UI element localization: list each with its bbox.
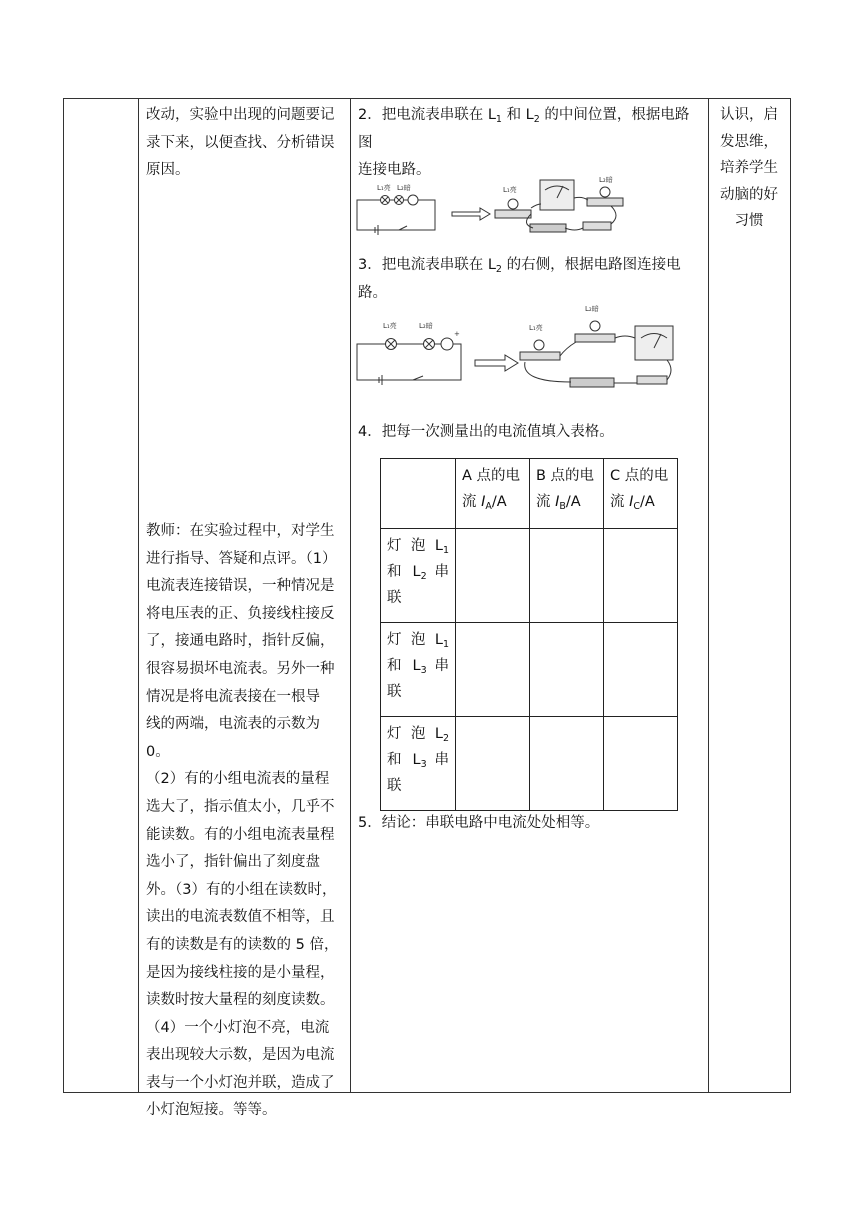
row-label-text: 和 L	[387, 658, 421, 674]
figure-label: L₁亮	[377, 184, 391, 192]
ammeter-device	[635, 326, 673, 360]
current-symbol: I	[481, 494, 486, 510]
text-line: 电流表连接错误，一种情况是	[146, 578, 335, 595]
table-cell	[530, 529, 604, 623]
subscript: 2	[420, 571, 427, 582]
subscript: A	[485, 501, 492, 512]
table-header-cell	[530, 459, 604, 529]
subscript: 2	[442, 733, 449, 744]
subscript: 1	[442, 545, 449, 556]
ammeter-symbol	[408, 195, 418, 205]
text-line: 能读数。有的小组电流表量程	[146, 826, 335, 843]
current-symbol: I	[629, 494, 634, 510]
text-line: 录下来，以便查找、分析错误	[146, 134, 335, 151]
header-text: 流	[462, 494, 482, 510]
header-text: B 点的电	[536, 468, 595, 484]
row-label-text: 灯 泡 L	[387, 726, 443, 742]
text-line: 有的读数是有的读数的 5 倍，	[146, 936, 339, 953]
bulb-board	[587, 198, 623, 206]
table-cell	[604, 623, 678, 717]
subscript: B	[559, 501, 566, 512]
table-cell	[530, 623, 604, 717]
table-cell	[530, 717, 604, 811]
table-header-row	[381, 459, 678, 529]
text-line: 将电压表的正、负接线柱接反	[146, 605, 335, 622]
text-line: 小灯泡短接。等等。	[146, 1102, 277, 1119]
text-line: 读数时按大量程的刻度读数。	[146, 992, 335, 1009]
header-text: 流	[610, 494, 630, 510]
text-line: 4．把每一次测量出的电流值填入表格。	[358, 424, 614, 440]
figure-label: L₂暗	[599, 176, 613, 184]
text-line: 外。（3）有的小组在读数时，	[146, 881, 337, 898]
battery-box	[570, 378, 614, 387]
figure-label: L₂暗	[419, 322, 433, 330]
step-3-text	[358, 252, 703, 307]
text-line: 情况是将电流表接在一根导	[146, 688, 320, 705]
arrow-icon	[475, 355, 518, 371]
text-line: 读出的电流表数值不相等，且	[146, 909, 335, 926]
circuit-figure-1	[355, 168, 625, 238]
arrow-icon	[452, 208, 490, 220]
text-line: 选小了，指针偏出了刻度盘	[146, 854, 320, 871]
subscript: 2	[495, 264, 502, 275]
text-line: 原因。	[146, 162, 190, 178]
row-label-cell	[381, 529, 456, 623]
design-intent-text	[716, 102, 782, 235]
text-run: 的中间位置，根据电路图	[358, 107, 690, 151]
text-line: 了，接通电路时，指针反偏，	[146, 633, 335, 650]
row-label-text: 灯 泡 L	[387, 538, 443, 554]
figure-label: L₂暗	[585, 305, 599, 313]
table-cell	[456, 717, 530, 811]
subscript: 3	[420, 665, 427, 676]
circuit-figure-2	[355, 300, 675, 395]
column-divider	[138, 98, 139, 1093]
step-5-text	[358, 810, 703, 838]
text-run: 和 L	[501, 107, 534, 123]
text-line: 进行指导、答疑和点评。（1）	[146, 550, 337, 567]
unit-text: /A	[640, 494, 655, 510]
table-row	[381, 623, 678, 717]
text-line: （2）有的小组电流表的量程	[146, 771, 330, 788]
row-label-text: 串	[426, 564, 449, 580]
text-run: 3．把电流表串联在 L	[358, 257, 496, 273]
text-run: 2．把电流表串联在 L	[358, 107, 496, 123]
text-line: 连接电路。	[358, 162, 431, 178]
text-line: 线的两端，电流表的示数为 0。	[146, 716, 320, 760]
text-line: 认识，启	[720, 107, 778, 123]
figure-label: L₁亮	[503, 186, 517, 194]
subscript: 2	[533, 114, 540, 125]
table-cell	[456, 623, 530, 717]
header-text: A 点的电	[462, 468, 521, 484]
row-label-cell	[381, 717, 456, 811]
figure-label: L₂暗	[397, 184, 411, 192]
table-cell	[604, 717, 678, 811]
bulb-board	[575, 334, 615, 342]
header-text: 流	[536, 494, 556, 510]
current-symbol: I	[555, 494, 560, 510]
table-cell	[381, 459, 456, 529]
unit-text: /A	[565, 494, 581, 510]
row-label-text: 和 L	[387, 564, 421, 580]
subscript: 3	[420, 759, 427, 770]
teacher-guidance-text	[146, 518, 346, 1125]
text-line: 表与一个小灯泡并联，造成了	[146, 1074, 335, 1091]
column-divider	[708, 98, 709, 1093]
bulb-board	[495, 210, 531, 218]
text-line: 动脑的好	[720, 186, 778, 203]
student-activity-text	[146, 102, 346, 185]
measurement-table	[380, 458, 678, 811]
row-label-text: 联	[387, 684, 402, 700]
row-label-text: 串	[426, 658, 449, 674]
circuit-diagram	[357, 200, 435, 230]
table-header-cell	[604, 459, 678, 529]
text-line: 改动，实验中出现的问题要记	[146, 107, 335, 123]
ammeter-symbol	[441, 338, 453, 350]
row-label-text: 灯 泡 L	[387, 632, 443, 648]
header-text: C 点的电	[610, 468, 669, 484]
row-label-text: 联	[387, 778, 402, 794]
table-row	[381, 717, 678, 811]
text-line: 5．结论：串联电路中电流处处相等。	[358, 815, 600, 831]
switch-device	[583, 222, 611, 230]
switch-symbol	[399, 226, 407, 230]
row-label-cell	[381, 623, 456, 717]
text-run: 的右侧，根据电路图连接电路。	[358, 257, 681, 301]
row-label-text: 串	[426, 752, 449, 768]
table-cell	[456, 529, 530, 623]
text-line: 发思维，	[720, 133, 778, 150]
table-row	[381, 529, 678, 623]
row-label-text: 联	[387, 590, 402, 606]
column-divider	[350, 98, 351, 1093]
figure-label: L₁亮	[383, 322, 397, 330]
switch-device	[637, 376, 667, 384]
bulb-board	[520, 352, 560, 360]
table-header-cell	[456, 459, 530, 529]
text-line: 很容易损坏电流表。另外一种	[146, 660, 335, 677]
step-4-text	[358, 419, 703, 447]
figure-label: +	[454, 330, 460, 338]
text-line: 培养学生	[720, 160, 778, 176]
text-line: 习惯	[734, 213, 764, 229]
text-line: 教师：在实验过程中，对学生	[146, 523, 335, 539]
switch-symbol	[413, 376, 423, 380]
text-line: 表出现较大示数，是因为电流	[146, 1047, 335, 1064]
figure-label: L₁亮	[529, 324, 543, 332]
text-line: （4）一个小灯泡不亮，电流	[146, 1019, 330, 1036]
table-cell	[604, 529, 678, 623]
subscript: 1	[442, 639, 449, 650]
subscript: C	[633, 501, 641, 512]
text-line: 选大了，指示值太小，几乎不	[146, 798, 335, 815]
row-label-text: 和 L	[387, 752, 421, 768]
text-line: 是因为接线柱接的是小量程，	[146, 964, 335, 981]
battery-box	[530, 224, 566, 232]
subscript: 1	[495, 114, 502, 125]
unit-text: /A	[491, 494, 507, 510]
ammeter-device	[540, 180, 574, 210]
